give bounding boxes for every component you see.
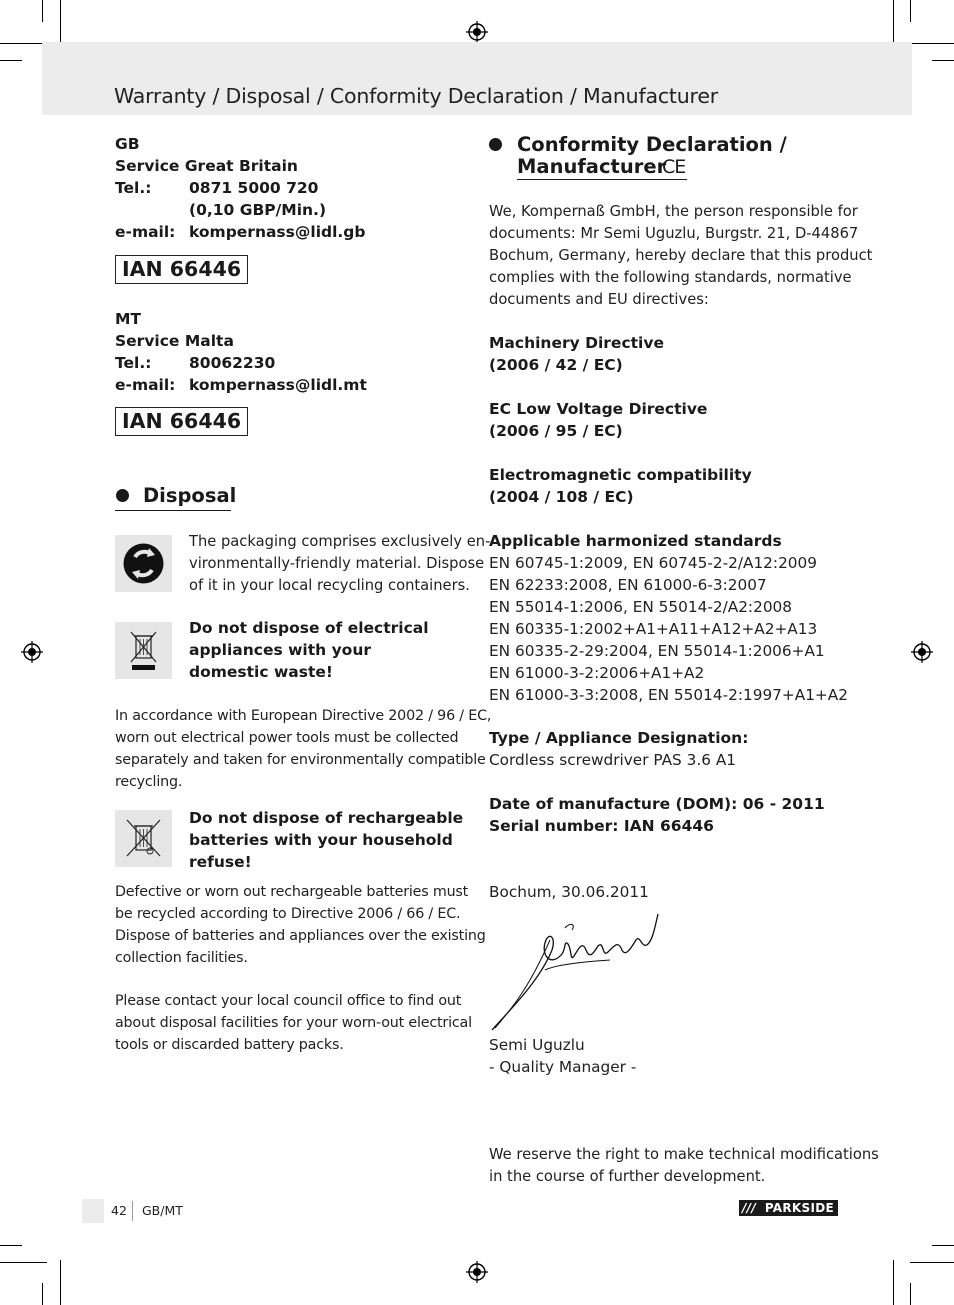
recycling-icon-box — [115, 535, 172, 592]
disposal-heading: Disposal — [143, 484, 237, 507]
recycling-icon — [115, 535, 172, 592]
service-mt-country: MT — [115, 310, 141, 328]
language-code: GB/MT — [142, 1203, 183, 1218]
standard-item: EN 61000-3-3:2008, EN 55014-2:1997+A1+A2 — [489, 686, 848, 704]
crop-mark — [0, 43, 47, 44]
page-number: 42 — [111, 1203, 127, 1218]
crop-mark — [932, 1245, 954, 1246]
standard-item: EN 55014-1:2006, EN 55014-2/A2:2008 — [489, 598, 793, 616]
service-mt-tel-label: Tel.: — [115, 354, 152, 372]
crop-mark — [910, 1262, 954, 1263]
service-mt-email-label: e-mail: — [115, 376, 176, 394]
service-gb-tel-label: Tel.: — [115, 179, 152, 197]
standard-item: EN 60335-1:2002+A1+A11+A12+A2+A13 — [489, 620, 818, 638]
section-bullet — [116, 489, 129, 502]
service-mt-email-value: kompernass@lidl.mt — [189, 376, 367, 394]
crossed-bin-battery-icon-box — [115, 810, 172, 867]
registration-mark-icon — [911, 641, 933, 663]
standard-item: EN 62233:2008, EN 61000-6-3:2007 — [489, 576, 767, 594]
crop-mark — [0, 1245, 22, 1246]
parkside-logo — [739, 1200, 838, 1216]
standards-heading: Applicable harmonized standards — [489, 532, 782, 550]
page-number-tab — [82, 1199, 104, 1223]
signer-name: Semi Uguzlu — [489, 1036, 585, 1054]
packaging-text: The packaging comprises exclusively en- vironmentally-friendly material. Dispose of it in your local recycling containers. — [189, 533, 491, 594]
service-gb-country: GB — [115, 135, 140, 153]
directive-text: In accordance with European Directive 2002 / 96 / EC, worn out electrical power tools must be collected separately and taken for environmentally compatible recycling. — [115, 708, 492, 790]
crop-mark — [42, 0, 43, 22]
crop-mark — [910, 1283, 911, 1305]
type-value: Cordless screwdriver PAS 3.6 A1 — [489, 751, 737, 769]
crop-mark — [60, 0, 61, 46]
standard-item: EN 60335-2-29:2004, EN 55014-1:2006+A1 — [489, 642, 825, 660]
crop-mark — [932, 60, 954, 61]
machinery-directive: Machinery Directive (2006 / 42 / EC) — [489, 334, 664, 374]
service-mt-tel-value: 80062230 — [189, 354, 276, 372]
batteries-text: Defective or worn out rechargeable batteries must be recycled according to Directive 2006 / 66 / EC. Dispose of batteries and appliances over the existing collection facilities. — [115, 884, 486, 966]
logo-stripes: /// — [742, 1201, 757, 1215]
ian-badge: IAN 66446 — [115, 255, 248, 284]
service-mt-name: Service Malta — [115, 332, 234, 350]
date-of-manufacture: Date of manufacture (DOM): 06 - 2011 — [489, 795, 825, 813]
crop-mark — [893, 1260, 894, 1305]
section-bullet — [489, 138, 502, 151]
low-voltage-directive: EC Low Voltage Directive (2006 / 95 / EC) — [489, 400, 708, 440]
heading-underline — [115, 510, 231, 511]
service-gb-tel-rate: (0,10 GBP/Min.) — [189, 201, 327, 219]
battery-warning: Do not dispose of rechargeable batteries with your household refuse! — [189, 809, 464, 871]
crop-mark — [910, 43, 954, 44]
crop-mark — [42, 1283, 43, 1305]
page-title: Warranty / Disposal / Conformity Declaration / Manufacturer — [114, 84, 718, 108]
reserve-text: We reserve the right to make technical modifications in the course of further development. — [489, 1146, 879, 1185]
registration-mark-icon — [466, 1261, 488, 1283]
signer-title: - Quality Manager - — [489, 1058, 637, 1076]
crop-mark — [893, 0, 894, 46]
crossed-bin-battery-icon — [115, 810, 172, 867]
type-label: Type / Appliance Designation: — [489, 729, 749, 747]
place-date: Bochum, 30.06.2011 — [489, 883, 649, 901]
conformity-heading-line1: Conformity Declaration / — [517, 133, 787, 156]
electrical-warning: Do not dispose of electrical appliances with your domestic waste! — [189, 619, 429, 681]
service-gb-tel-value: 0871 5000 720 — [189, 179, 319, 197]
standard-item: EN 60745-1:2009, EN 60745-2-2/A12:2009 — [489, 554, 817, 572]
ce-mark: CE — [662, 156, 686, 178]
ian-badge: IAN 66446 — [115, 407, 248, 436]
crop-mark — [0, 60, 22, 61]
footer-divider — [132, 1201, 133, 1221]
crop-mark — [910, 0, 911, 22]
crossed-bin-icon-box — [115, 622, 172, 679]
standard-item: EN 61000-3-2:2006+A1+A2 — [489, 664, 705, 682]
registration-mark-icon — [466, 21, 488, 43]
service-gb-email-label: e-mail: — [115, 223, 176, 241]
crossed-bin-icon — [115, 622, 172, 679]
signature — [490, 910, 665, 1035]
council-text: Please contact your local council office to find out about disposal facilities for your worn-out electrical tools or discarded battery packs. — [115, 993, 472, 1053]
service-gb-email-value: kompernass@lidl.gb — [189, 223, 366, 241]
crop-mark — [0, 1262, 47, 1263]
serial-number: Serial number: IAN 66446 — [489, 817, 714, 835]
registration-mark-icon — [21, 641, 43, 663]
heading-underline — [517, 179, 687, 180]
conformity-intro: We, Kompernaß GmbH, the person responsible for documents: Mr Semi Uguzlu, Burgstr. 21, D-44867 Bochum, Germany, hereby declare that this product complies with the following standards, normative documents and EU directives: — [489, 203, 873, 308]
crop-mark — [60, 1260, 61, 1305]
service-gb-name: Service Great Britain — [115, 157, 298, 175]
emc-directive: Electromagnetic compatibility (2004 / 108 / EC) — [489, 466, 752, 506]
standards-list — [489, 552, 848, 706]
brand-name: PARKSIDE — [764, 1201, 834, 1215]
conformity-heading-line2: Manufacturer — [517, 155, 667, 178]
